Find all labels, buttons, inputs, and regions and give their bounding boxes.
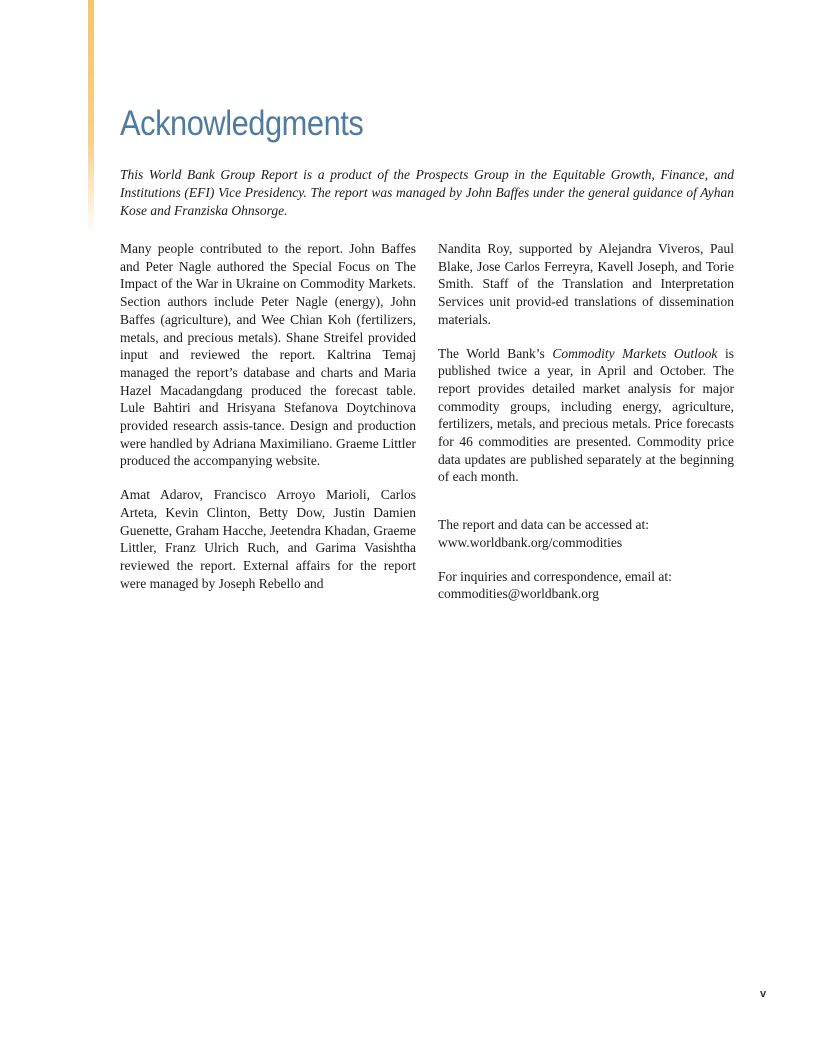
staff-paragraph: Nandita Roy, supported by Alejandra Viveros, Paul Blake, Jose Carlos Ferreyra, Kavell Joseph, and Torie Smith. Staff of the Translation and Interpretation Services unit provid-ed translations of dissemination materials. bbox=[438, 241, 734, 327]
decorative-accent-bar bbox=[88, 0, 94, 235]
access-link[interactable]: www.worldbank.org/commodities bbox=[438, 534, 623, 550]
right-column bbox=[438, 240, 734, 619]
contact-info bbox=[438, 568, 734, 603]
access-info bbox=[438, 516, 734, 551]
outlook-text-before: The World Bank’s bbox=[438, 345, 553, 361]
contact-email-link[interactable]: commodities@worldbank.org bbox=[438, 586, 600, 602]
reviewers-paragraph: Amat Adarov, Francisco Arroyo Marioli, Carlos Arteta, Kevin Clinton, Betty Dow, Justin Damien Guenette, Graham Hacche, Jeetendra Khadan, Graeme Littler, Franz Ulrich Ruch, and Garima Vasishtha reviewed the report. External affairs for the report were managed by Joseph Rebello and bbox=[120, 487, 416, 591]
access-label: The report and data can be accessed at: bbox=[438, 517, 650, 533]
contact-label: For inquiries and correspondence, email at: bbox=[438, 568, 672, 584]
left-column bbox=[120, 240, 416, 608]
outlook-title: Commodity Markets Outlook bbox=[552, 345, 718, 361]
contributors-paragraph: Many people contributed to the report. John Baffes and Peter Nagle authored the Special Focus on The Impact of the War in Ukraine on Commodity Markets. Section authors include Peter Nagle (energy), John Baffes (agriculture), and Wee Chian Koh (fertilizers, metals, and precious metals). Shane Streifel provided input and reviewed the report. Kaltrina Temaj managed the report’s database and charts and Maria Hazel Macadangdang produced the forecast table. Lule Bahtiri and Hrisyana Stefanova Doytchinova provided research assis-tance. Design and production were handled by Adriana Maximiliano. Graeme Littler produced the accompanying website. bbox=[120, 241, 416, 469]
outlook-paragraph bbox=[438, 345, 734, 487]
page-number: v bbox=[760, 988, 767, 1000]
intro-paragraph: This World Bank Group Report is a product of the Prospects Group in the Equitable Growth, Finance, and Institutions (EFI) Vice Presidency. The report was managed by John Baffes under the general guidance of Ayhan Kose and Franziska Ohnsorge. bbox=[120, 167, 734, 218]
page-title: Acknowledgments bbox=[120, 104, 364, 143]
outlook-text-after: is published twice a year, in April and October. The report provides detailed market analysis for major commodity groups, including energy, agriculture, fertilizers, metals, and precious metals. Price forecasts for 46 commodities are presented. Commodity price data updates are published separately at the beginning of each month. bbox=[438, 345, 734, 485]
